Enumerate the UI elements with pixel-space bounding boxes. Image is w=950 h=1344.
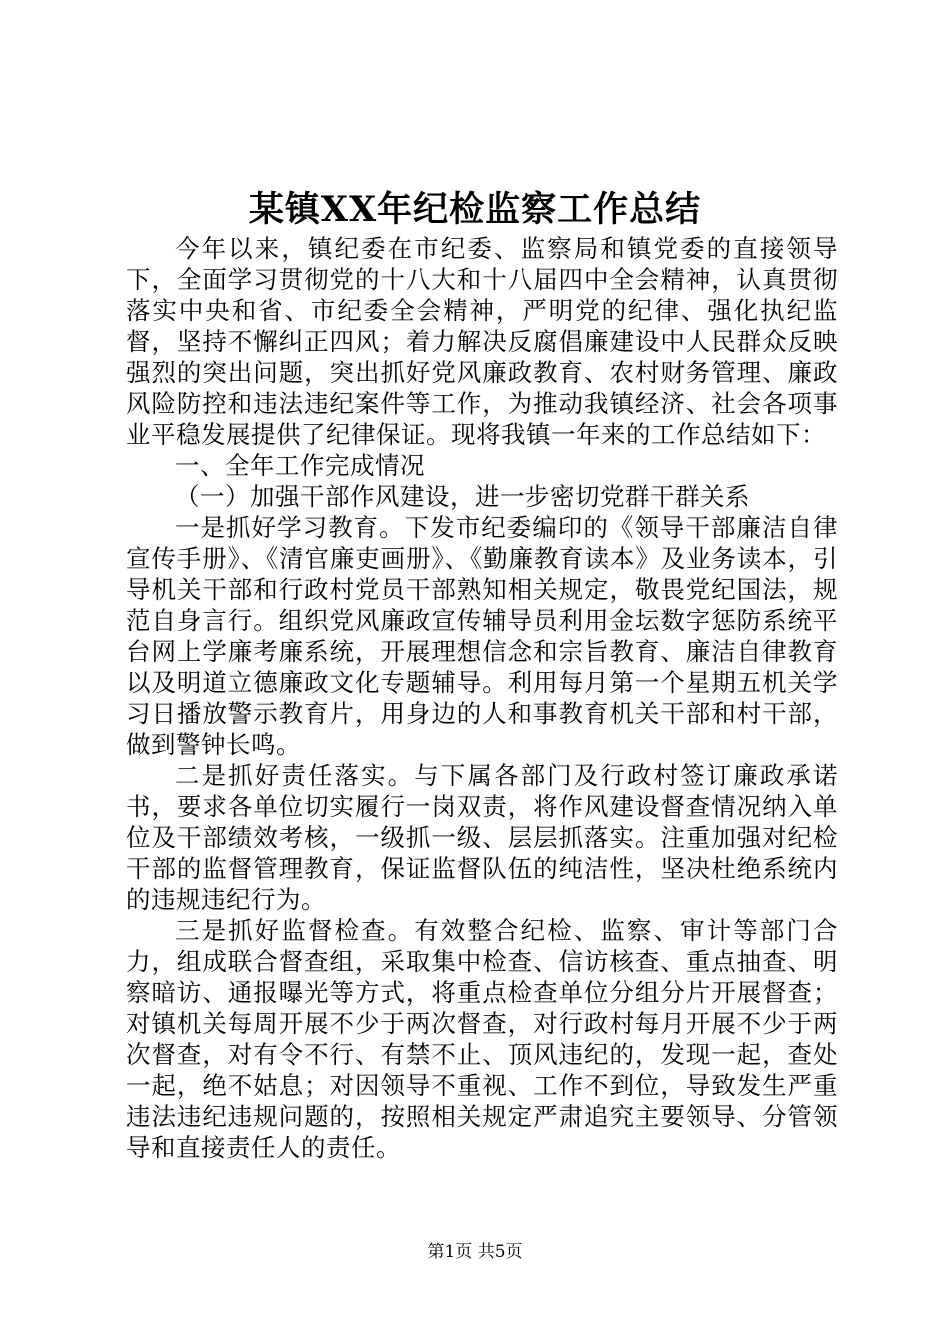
- intro-paragraph: 今年以来，镇纪委在市纪委、监察局和镇党委的直接领导下，全面学习贯彻党的十八大和十八届四中全会精神，认真贯彻落实中央和省、市纪委全会精神，严明党的纪律、强化执纪监督，坚持不懈纠正四风；着力解决反腐倡廉建设中人民群众反映强烈的突出问题，突出抓好党风廉政教育、农村财务管理、廉政风险防控和违法违纪案件等工作，为推动我镇经济、社会各项事业平稳发展提供了纪律保证。现将我镇一年来的工作总结如下：: [126, 234, 838, 449]
- subsection-heading: （一）加强干部作风建设，进一步密切党群干群关系: [175, 482, 750, 511]
- paragraph-responsibility: 二是抓好责任落实。与下属各部门及行政村签订廉政承诺书，要求各单位切实履行一岗双责，将作风建设督查情况纳入单位及干部绩效考核，一级抓一级、层层抓落实。注重加强对纪检干部的监督管理教育，保证监督队伍的纯洁性，坚决杜绝系统内的违规违纪行为。: [126, 761, 838, 914]
- paragraph-supervision: 三是抓好监督检查。有效整合纪检、监察、审计等部门合力，组成联合督查组，采取集中检查、信访核查、重点抽查、明察暗访、通报曝光等方式，将重点检查单位分组分片开展督查；对镇机关每周开展不少于两次督查，对行政村每月开展不少于两次督查，对有令不行、有禁不止、顶风违纪的，发现一起，查处一起，绝不姑息；对因领导不重视、工作不到位，导致发生严重违法违纪违规问题的，按照相关规定严肃追究主要领导、分管领导和直接责任人的责任。: [126, 916, 838, 1162]
- page-number-footer: 第1页 共5页: [427, 1242, 523, 1262]
- document-title: 某镇XX年纪检监察工作总结: [248, 189, 702, 230]
- paragraph-study-education: 一是抓好学习教育。下发市纪委编印的《领导干部廉洁自律宣传手册》、《清官廉吏画册》、《勤廉教育读本》及业务读本，引导机关干部和行政村党员干部熟知相关规定，敬畏党纪国法，规范自身言行。组织党风廉政宣传辅导员利用金坛数字惩防系统平台网上学廉考廉系统，开展理想信念和宗旨教育、廉洁自律教育以及明道立德廉政文化专题辅导。利用每月第一个星期五机关学习日播放警示教育片，用身边的人和事教育机关干部和村干部，做到警钟长鸣。: [126, 513, 838, 759]
- document-body: [126, 233, 838, 1163]
- section-heading: 一、全年工作完成情况: [175, 451, 425, 480]
